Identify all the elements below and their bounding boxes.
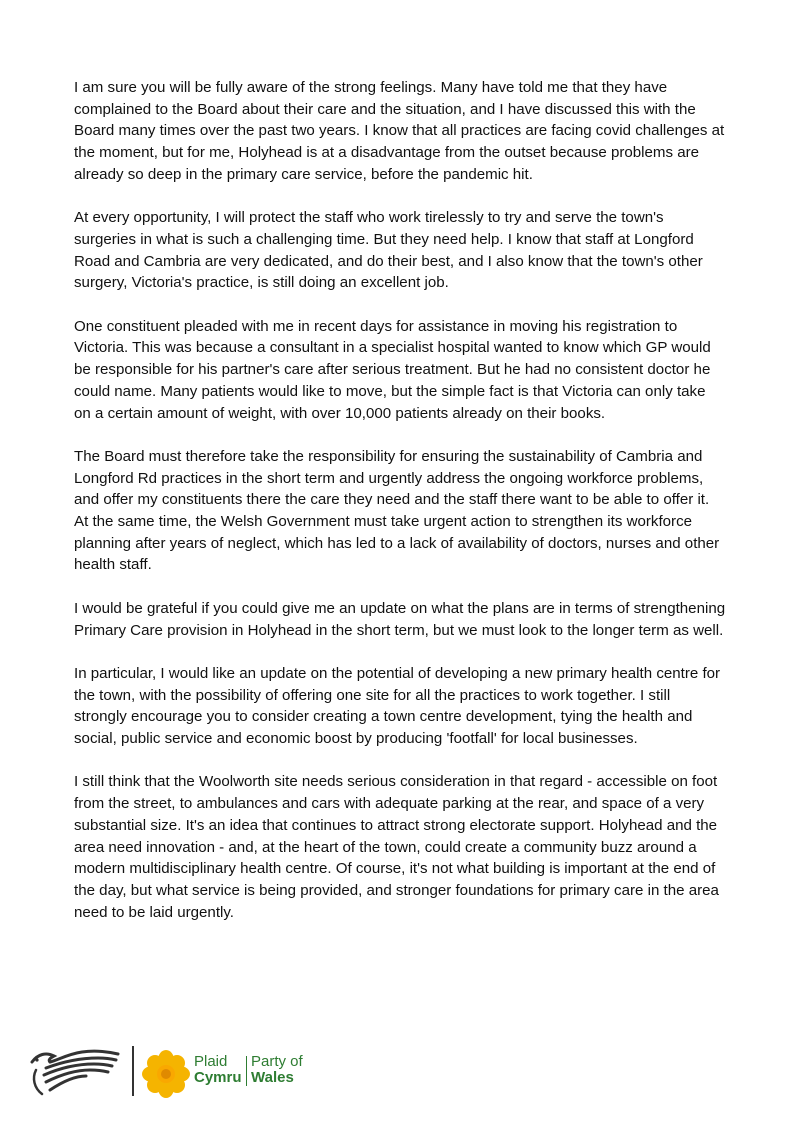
paragraph-4: The Board must therefore take the responsibility for ensuring the sustainability of Cambria and Longford Rd practices in the short term and urgently address the ongoing workforce problems, and offer my constituents there the care they need and the staff there want to be able to offer it. At the same time, the Welsh Government must take urgent action to strengthen its workforce planning after years of neglect, which has led to a lack of availability of doctors, nurses and other health staff. (74, 447, 720, 574)
wordmark-wales: Wales (251, 1069, 294, 1086)
wordmark-separator (246, 1056, 247, 1086)
daffodil-icon (141, 1050, 191, 1098)
paragraph-2: At every opportunity, I will protect the staff who work tirelessly to try and serve the town's surgeries in what is such a challenging time. But they need help. I know that staff at Longford Road and Cambria are very dedicated, and do their best, and I also know that the town's other surgery, Victoria's practice, is still doing an excellent job. (74, 209, 703, 292)
dragon-icon (28, 1048, 120, 1098)
wordmark-party-of: Party of (251, 1053, 303, 1070)
paragraph-5: I would be grateful if you could give me an update on what the plans are in terms of strengthening Primary Care provision in Holyhead in the short term, but we must look to the longer term as well. (74, 599, 726, 639)
paragraph-6: In particular, I would like an update on the potential of developing a new primary health centre for the town, with the possibility of offering one site for all the practices to work together. I still strongly encourage you to consider creating a town centre development, tying the health and social, public service and economic boost by producing 'footfall' for local businesses. (74, 664, 721, 748)
wordmark-cymru: Cymru (194, 1069, 242, 1086)
footer-logos (28, 1046, 328, 1100)
paragraph-3: One constituent pleaded with me in recent days for assistance in moving his registration to Victoria. This was because a consultant in a specialist hospital wanted to know which GP would be responsible for his partner's care after serious treatment. But he had no consistent doctor he could name. Many patients would like to move, but the simple fact is that Victoria can only take on a certain amount of weight, with over 10,000 patients already on their books. (74, 317, 711, 422)
letter-body (74, 77, 726, 945)
wordmark-plaid: Plaid (194, 1053, 228, 1070)
logo-divider (132, 1046, 134, 1096)
paragraph-7: I still think that the Woolworth site needs serious consideration in that regard - accessible on foot from the street, to ambulances and cars with adequate parking at the rear, and space of a very substantial size. It's an idea that continues to attract strong electorate support. Holyhead and the area need innovation - and, at the heart of the town, could create a community buzz around a modern multidisciplinary health centre. Of course, it's not what building is important at the end of the day, but what service is being provided, and stronger foundations for primary care in the area need to be laid urgently. (74, 773, 719, 921)
paragraph-1: I am sure you will be fully aware of the strong feelings. Many have told me that they have complained to the Board about their care and the situation, and I have discussed this with the Board many times over the past two years. I know that all practices are facing covid challenges at the moment, but for me, Holyhead is at a disadvantage from the outset because problems are already so deep in the primary care service, before the pandemic hit. (74, 79, 725, 183)
